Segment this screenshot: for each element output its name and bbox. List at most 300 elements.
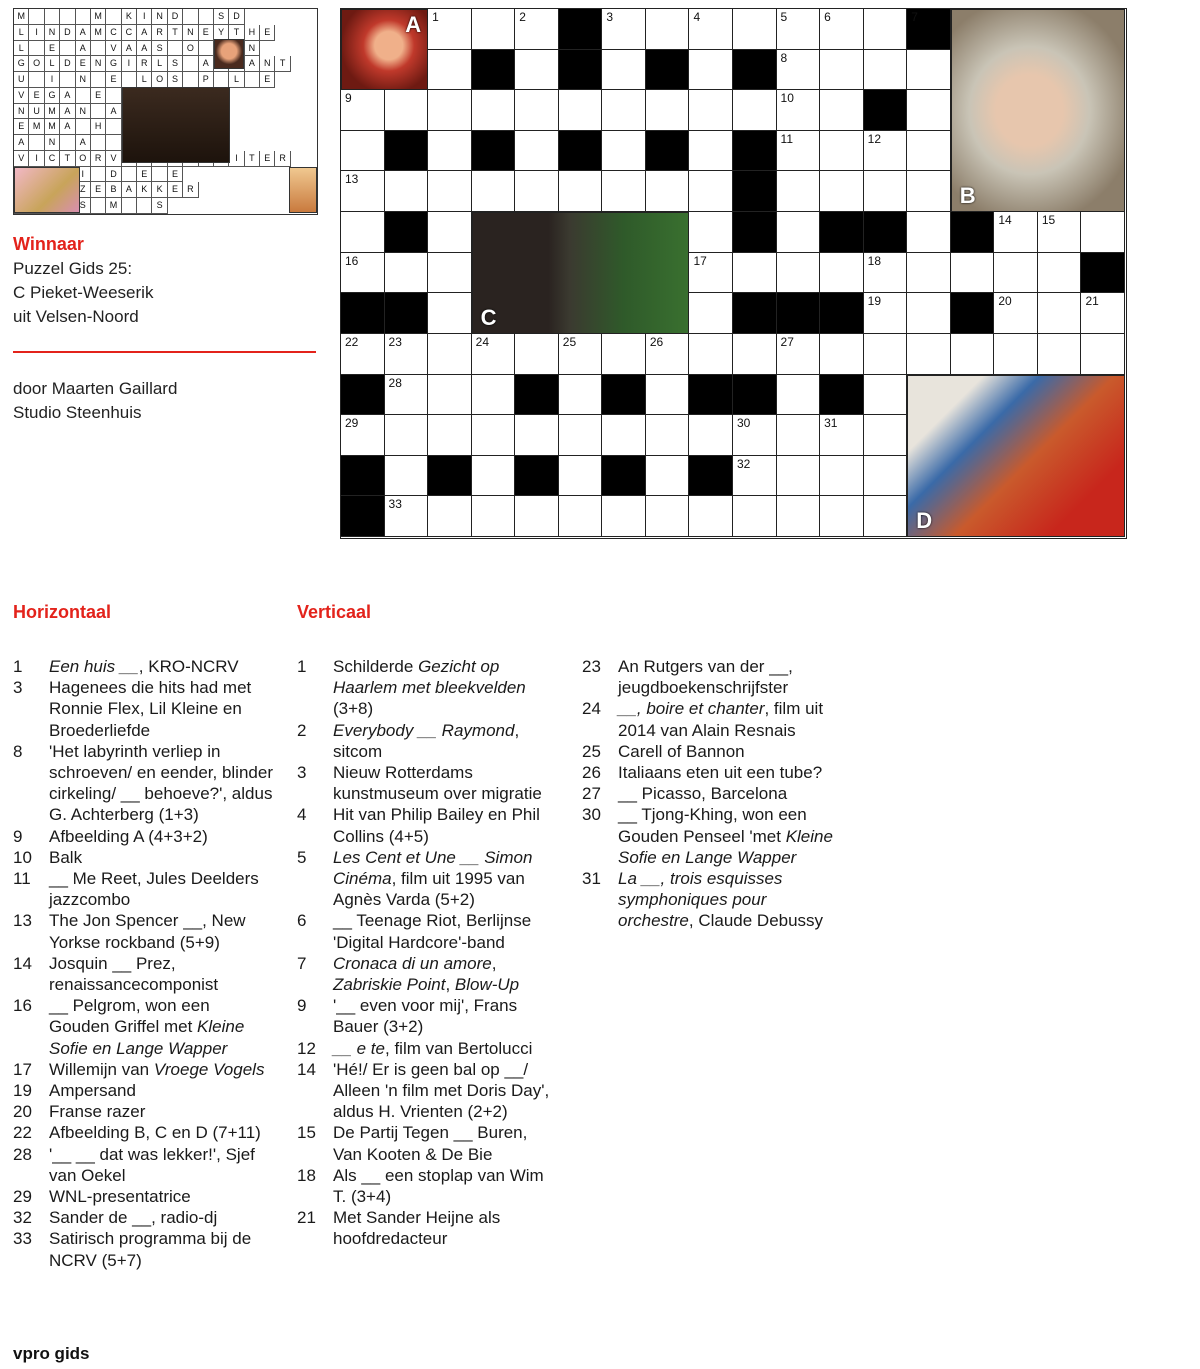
grid-cell[interactable] [385, 253, 429, 294]
grid-cell[interactable] [428, 90, 472, 131]
mini-cell: N [91, 56, 106, 72]
credit-author: door Maarten Gaillard [13, 379, 178, 398]
grid-cell[interactable] [341, 415, 385, 456]
mini-cell: I [137, 9, 152, 25]
grid-cell[interactable] [820, 50, 864, 91]
clue-number: 30 [737, 416, 751, 431]
clue-number: 21 [1085, 294, 1099, 309]
mini-cell: D [60, 25, 75, 41]
grid-cell[interactable] [472, 90, 516, 131]
grid-cell[interactable] [646, 334, 690, 375]
horizontaal-clue-8 [13, 741, 273, 826]
horizontaal-clue-9 [13, 826, 273, 847]
grid-cell[interactable] [777, 375, 821, 416]
grid-cell[interactable] [472, 171, 516, 212]
mini-cell: T [275, 56, 290, 72]
mini-cell: T [229, 25, 244, 41]
clue-text: WNL-presentatrice [49, 1187, 191, 1207]
mini-picture-c [14, 167, 80, 213]
mini-cell: L [229, 72, 244, 88]
clue-number: 18 [297, 1165, 316, 1185]
grid-cell[interactable] [559, 90, 603, 131]
mini-cell [106, 135, 121, 151]
grid-cell[interactable] [820, 334, 864, 375]
grid-cell[interactable] [907, 212, 951, 253]
clue-number: 5 [297, 847, 307, 867]
mini-cell: A [14, 135, 29, 151]
mini-cell: A [122, 41, 137, 57]
clue-number: 26 [582, 763, 601, 783]
grid-cell[interactable] [777, 131, 821, 172]
winner-heading: Winnaar [13, 234, 84, 254]
grid-cell[interactable] [646, 375, 690, 416]
clue-number: 29 [345, 416, 359, 431]
grid-cell[interactable] [602, 415, 646, 456]
grid-cell[interactable] [341, 131, 385, 172]
mini-cell: S [168, 72, 183, 88]
grid-cell[interactable] [428, 253, 472, 294]
grid-cell[interactable] [777, 253, 821, 294]
verticaal-clue-23 [582, 656, 844, 698]
black-square [385, 212, 429, 253]
grid-cell[interactable] [385, 456, 429, 497]
grid-cell[interactable] [864, 456, 908, 497]
grid-cell[interactable] [777, 9, 821, 50]
grid-cell[interactable] [689, 334, 733, 375]
grid-cell[interactable] [341, 253, 385, 294]
verticaal-clue-24 [582, 698, 844, 740]
grid-cell[interactable] [820, 496, 864, 537]
grid-cell[interactable] [733, 496, 777, 537]
grid-cell[interactable] [515, 415, 559, 456]
clue-number: 25 [582, 741, 601, 761]
clue-number: 11 [13, 869, 31, 889]
grid-cell[interactable] [515, 50, 559, 91]
grid-cell[interactable] [341, 212, 385, 253]
clue-text: Balk [49, 847, 83, 867]
verticaal-clue-5 [297, 847, 559, 911]
previous-solution-grid [13, 8, 318, 215]
horizontaal-clue-list [13, 656, 273, 1271]
verticaal-clue-9 [297, 995, 559, 1037]
grid-cell[interactable] [777, 171, 821, 212]
grid-cell[interactable] [1038, 253, 1082, 294]
mini-cell: T [60, 151, 75, 167]
grid-cell[interactable] [864, 334, 908, 375]
clue-number: 28 [388, 375, 402, 390]
grid-cell[interactable] [733, 9, 777, 50]
horizontaal-clue-1 [13, 656, 273, 677]
mini-cell [60, 9, 75, 25]
grid-cell[interactable] [515, 171, 559, 212]
clue-number: 17 [13, 1059, 32, 1079]
grid-cell[interactable] [689, 293, 733, 334]
picture-label: B [959, 183, 976, 209]
grid-cell[interactable] [994, 212, 1038, 253]
clue-number: 15 [1041, 213, 1056, 228]
grid-cell[interactable] [1081, 212, 1125, 253]
clue-number: 22 [345, 334, 359, 349]
grid-cell[interactable] [559, 334, 603, 375]
grid-cell[interactable] [820, 171, 864, 212]
black-square [733, 293, 777, 334]
grid-cell[interactable] [515, 9, 559, 50]
clue-number: 18 [867, 253, 882, 268]
grid-cell[interactable] [907, 253, 951, 294]
mini-cell: P [199, 72, 214, 88]
black-square [515, 375, 559, 416]
grid-cell[interactable] [777, 496, 821, 537]
grid-cell[interactable] [864, 415, 908, 456]
mini-cell: O [76, 151, 91, 167]
grid-cell[interactable] [602, 50, 646, 91]
grid-cell[interactable] [515, 496, 559, 537]
verticaal-clue-25 [582, 741, 844, 762]
grid-cell[interactable] [689, 496, 733, 537]
grid-cell[interactable] [472, 456, 516, 497]
clue-text: Ampersand [49, 1081, 136, 1101]
black-square [341, 456, 385, 497]
grid-cell[interactable] [602, 496, 646, 537]
grid-cell[interactable] [864, 253, 908, 294]
grid-cell[interactable] [777, 212, 821, 253]
verticaal-clue-4 [297, 804, 559, 846]
grid-cell[interactable] [864, 131, 908, 172]
grid-cell[interactable] [907, 293, 951, 334]
grid-cell[interactable] [559, 375, 603, 416]
clue-number: 2 [297, 720, 307, 740]
grid-cell[interactable] [689, 171, 733, 212]
mini-cell [152, 167, 167, 183]
black-square [820, 212, 864, 253]
grid-cell[interactable] [515, 131, 559, 172]
clue-number: 12 [297, 1038, 316, 1058]
grid-cell[interactable] [428, 415, 472, 456]
clue-number: 33 [13, 1229, 32, 1249]
mini-cell [45, 9, 60, 25]
black-square [341, 375, 385, 416]
mini-cell [91, 135, 106, 151]
grid-cell[interactable] [689, 90, 733, 131]
verticaal-clue-26 [582, 762, 844, 783]
grid-cell[interactable] [646, 496, 690, 537]
divider [13, 351, 316, 353]
grid-cell[interactable] [820, 415, 864, 456]
picture-d [907, 375, 1125, 537]
verticaal-clue-31 [582, 868, 844, 932]
grid-cell[interactable] [994, 334, 1038, 375]
grid-cell[interactable] [385, 171, 429, 212]
mini-cell: M [14, 9, 29, 25]
verticaal-clue-14 [297, 1059, 559, 1123]
mini-cell: A [60, 119, 75, 135]
grid-cell[interactable] [341, 171, 385, 212]
mini-cell [91, 198, 106, 214]
grid-cell[interactable] [559, 456, 603, 497]
grid-cell[interactable] [907, 334, 951, 375]
grid-cell[interactable] [385, 90, 429, 131]
grid-cell[interactable] [689, 131, 733, 172]
clue-text: Carell of Bannon [618, 741, 745, 761]
mini-cell [91, 72, 106, 88]
clue-text: Willemijn van Vroege Vogels [49, 1059, 265, 1079]
grid-cell[interactable] [777, 456, 821, 497]
horizontaal-clue-11 [13, 868, 273, 910]
grid-cell[interactable] [951, 334, 995, 375]
grid-cell[interactable] [428, 9, 472, 50]
grid-cell[interactable] [385, 375, 429, 416]
mini-cell: C [106, 25, 121, 41]
clue-number: 19 [867, 294, 882, 309]
mini-cell [106, 9, 121, 25]
grid-cell[interactable] [733, 253, 777, 294]
clue-number: 4 [297, 805, 307, 825]
black-square [559, 9, 603, 50]
grid-cell[interactable] [1038, 334, 1082, 375]
clue-text: Hagenees die hits had met Ronnie Flex, Lil Kleine en Broederliefde [49, 678, 252, 740]
mini-cell [29, 72, 44, 88]
mini-cell: G [106, 56, 121, 72]
grid-cell[interactable] [689, 50, 733, 91]
grid-cell[interactable] [472, 9, 516, 50]
horizontaal-clue-3 [13, 677, 273, 741]
grid-cell[interactable] [646, 415, 690, 456]
black-square [689, 456, 733, 497]
verticaal-clue-2 [297, 720, 559, 762]
grid-cell[interactable] [777, 415, 821, 456]
grid-cell[interactable] [385, 496, 429, 537]
grid-cell[interactable] [646, 90, 690, 131]
mini-cell [29, 135, 44, 151]
horizontaal-clue-10 [13, 847, 273, 868]
black-square [341, 496, 385, 537]
verticaal-clue-21 [297, 1207, 559, 1249]
black-square [820, 375, 864, 416]
grid-cell[interactable] [472, 334, 516, 375]
grid-cell[interactable] [820, 131, 864, 172]
black-square [602, 375, 646, 416]
clue-text: Hit van Philip Bailey en Phil Collins (4+5) [333, 805, 540, 846]
mini-cell: E [106, 72, 121, 88]
mini-cell: E [260, 72, 275, 88]
mini-cell [60, 72, 75, 88]
mini-cell [122, 72, 137, 88]
mini-cell: S [76, 198, 91, 214]
mini-cell: M [106, 198, 121, 214]
clue-number: 14 [998, 213, 1012, 228]
crossword-grid [340, 8, 1127, 539]
grid-cell[interactable] [907, 171, 951, 212]
grid-cell[interactable] [646, 171, 690, 212]
grid-cell[interactable] [472, 415, 516, 456]
grid-cell[interactable] [820, 253, 864, 294]
mini-cell: T [168, 25, 183, 41]
grid-cell[interactable] [733, 415, 777, 456]
grid-cell[interactable] [777, 334, 821, 375]
horizontaal-clue-20 [13, 1101, 273, 1122]
mini-cell: R [275, 151, 290, 167]
mini-cell: T [245, 151, 260, 167]
verticaal-clue-27 [582, 783, 844, 804]
mini-cell [60, 135, 75, 151]
grid-cell[interactable] [428, 293, 472, 334]
grid-cell[interactable] [864, 50, 908, 91]
mini-cell [122, 167, 137, 183]
clue-text: Josquin __ Prez, renaissancecomponist [49, 953, 219, 995]
grid-cell[interactable] [820, 90, 864, 131]
black-square [472, 131, 516, 172]
grid-cell[interactable] [472, 496, 516, 537]
grid-cell[interactable] [777, 50, 821, 91]
grid-cell[interactable] [994, 253, 1038, 294]
grid-cell[interactable] [907, 50, 951, 91]
mini-cell: N [260, 56, 275, 72]
mini-cell: E [168, 182, 183, 198]
clue-number: 29 [13, 1187, 32, 1207]
clue-text: __ Teenage Riot, Berlijnse 'Digital Hardcore'-band [333, 911, 532, 952]
black-square [689, 375, 733, 416]
grid-cell[interactable] [385, 415, 429, 456]
clue-text: __, boire et chanter, film uit 2014 van Alain Resnais [618, 699, 824, 740]
clue-text: Een huis __, KRO-NCRV [49, 657, 239, 676]
grid-cell[interactable] [602, 171, 646, 212]
grid-cell[interactable] [733, 334, 777, 375]
grid-cell[interactable] [777, 90, 821, 131]
mini-cell: E [91, 88, 106, 104]
grid-cell[interactable] [559, 171, 603, 212]
grid-cell[interactable] [864, 375, 908, 416]
black-square [733, 50, 777, 91]
clue-text: __ Tjong-Khing, won een Gouden Penseel 'met Kleine Sofie en Lange Wapper [618, 805, 833, 867]
black-square [1081, 253, 1125, 294]
grid-cell[interactable] [1038, 212, 1082, 253]
grid-cell[interactable] [864, 171, 908, 212]
grid-cell[interactable] [689, 9, 733, 50]
grid-cell[interactable] [559, 496, 603, 537]
grid-cell[interactable] [689, 253, 733, 294]
winner-name: C Pieket-Weeserik [13, 283, 154, 302]
grid-cell[interactable] [864, 496, 908, 537]
black-square [428, 456, 472, 497]
mini-cell: N [45, 135, 60, 151]
grid-cell[interactable] [428, 171, 472, 212]
grid-cell[interactable] [341, 90, 385, 131]
grid-cell[interactable] [689, 415, 733, 456]
grid-cell[interactable] [428, 212, 472, 253]
grid-cell[interactable] [1081, 334, 1125, 375]
mini-picture-d [289, 167, 317, 213]
mini-cell: A [60, 88, 75, 104]
grid-cell[interactable] [428, 50, 472, 91]
mini-cell [60, 41, 75, 57]
grid-cell[interactable] [428, 334, 472, 375]
black-square [951, 293, 995, 334]
mini-cell: H [91, 119, 106, 135]
grid-cell[interactable] [864, 293, 908, 334]
grid-cell[interactable] [602, 9, 646, 50]
grid-cell[interactable] [820, 456, 864, 497]
mini-cell: E [91, 182, 106, 198]
mini-cell: U [29, 104, 44, 120]
grid-cell[interactable] [951, 253, 995, 294]
grid-cell[interactable] [646, 9, 690, 50]
clue-text: Everybody __ Raymond, sitcom [333, 720, 520, 761]
clue-number: 31 [582, 869, 601, 889]
picture-label: C [480, 304, 497, 330]
picture-c [472, 212, 690, 334]
grid-cell[interactable] [559, 415, 603, 456]
clue-number: 32 [737, 456, 751, 471]
black-square [733, 171, 777, 212]
grid-cell[interactable] [428, 131, 472, 172]
mini-cell: L [14, 25, 29, 41]
black-square [733, 131, 777, 172]
clue-number: 8 [780, 50, 788, 65]
clue-number: 9 [297, 996, 307, 1016]
clue-number: 2 [519, 10, 526, 24]
winner-place: uit Velsen-Noord [13, 307, 139, 326]
grid-cell[interactable] [864, 9, 908, 50]
grid-cell[interactable] [1038, 293, 1082, 334]
mini-cell: L [152, 56, 167, 72]
mini-cell: M [45, 104, 60, 120]
clue-text: An Rutgers van der __, jeugdboekenschrijfster [618, 657, 793, 698]
verticaal-clue-6 [297, 910, 559, 952]
horizontaal-clue-22 [13, 1122, 273, 1143]
mini-cell [76, 9, 91, 25]
mini-cell: N [14, 104, 29, 120]
mini-cell: D [229, 9, 244, 25]
grid-cell[interactable] [385, 334, 429, 375]
grid-cell[interactable] [602, 334, 646, 375]
mini-cell: I [45, 72, 60, 88]
clue-text: Franse razer [49, 1102, 146, 1122]
grid-cell[interactable] [733, 90, 777, 131]
grid-cell[interactable] [515, 90, 559, 131]
mini-cell: R [183, 182, 198, 198]
clue-number: 26 [649, 334, 664, 349]
grid-cell[interactable] [1081, 293, 1125, 334]
grid-cell[interactable] [820, 9, 864, 50]
grid-cell[interactable] [733, 456, 777, 497]
mini-cell: E [199, 25, 214, 41]
mini-cell: I [29, 25, 44, 41]
clue-number: 4 [693, 10, 701, 24]
grid-cell[interactable] [646, 456, 690, 497]
mini-cell: A [60, 104, 75, 120]
clue-text: De Partij Tegen __ Buren, Van Kooten & De Bie [333, 1123, 528, 1164]
clue-text: 'Het labyrinth verliep in schroeven/ en eender, blinder cirkeling/ __ behoeve?', aldus G. Achterberg (1+3) [49, 741, 273, 825]
mini-cell: R [137, 56, 152, 72]
black-square [820, 293, 864, 334]
picture-a [341, 9, 428, 90]
grid-cell[interactable] [907, 90, 951, 131]
clue-number: 12 [867, 131, 882, 146]
grid-cell[interactable] [602, 131, 646, 172]
horizontaal-clue-17 [13, 1059, 273, 1080]
grid-cell[interactable] [428, 375, 472, 416]
grid-cell[interactable] [602, 90, 646, 131]
grid-cell[interactable] [994, 293, 1038, 334]
grid-cell[interactable] [341, 334, 385, 375]
grid-cell[interactable] [428, 496, 472, 537]
grid-cell[interactable] [515, 334, 559, 375]
horizontaal-clue-29 [13, 1186, 273, 1207]
grid-cell[interactable] [689, 212, 733, 253]
grid-cell[interactable] [907, 131, 951, 172]
grid-cell[interactable] [472, 375, 516, 416]
mini-cell: A [76, 135, 91, 151]
